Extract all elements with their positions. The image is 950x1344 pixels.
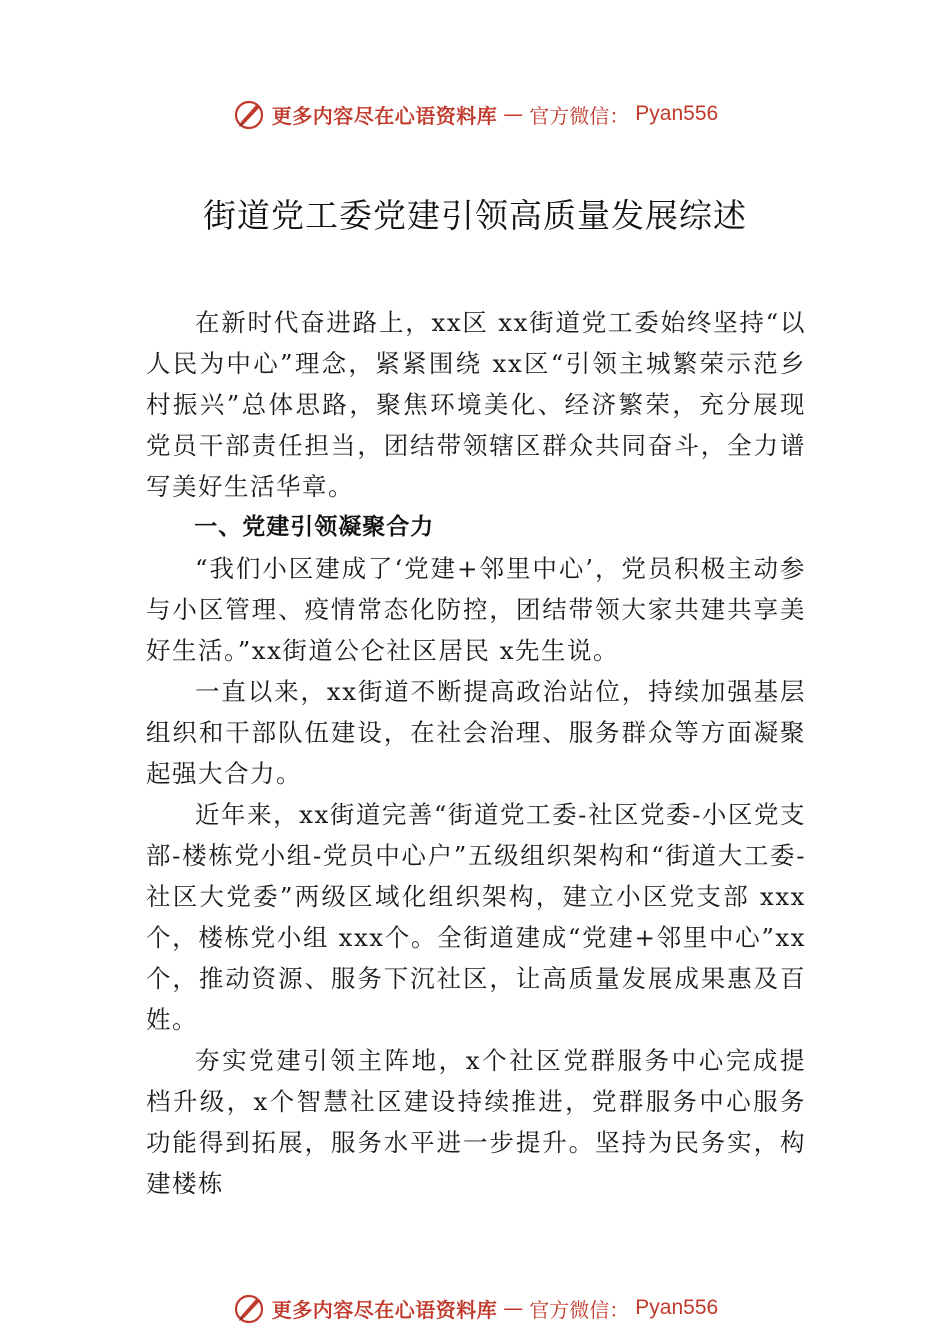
watermark-wechat-id: Pyan556 (635, 1296, 719, 1319)
watermark-separator: — (503, 102, 524, 126)
section-heading: 一、党建引领凝聚合力 (194, 514, 435, 540)
watermark-wechat-label: 官方微信： (529, 1297, 630, 1322)
watermark-site-text: 更多内容尽在心语资料库 (271, 103, 498, 128)
body-paragraph: 一直以来，xx街道不断提高政治站位，持续加强基层组织和干部队伍建设，在社会治理、服务群众等方面凝聚起强大合力。 (146, 677, 806, 788)
document-body (146, 302, 806, 1204)
body-paragraph: “我们小区建成了‘党建+邻里中心’，党员积极主动参与小区管理、疫情常态化防控，团结带领大家共建共享美好生活。”xx街道公仑社区居民 x先生说。 (146, 554, 806, 665)
watermark-banner-top (0, 94, 950, 134)
watermark-site-text: 更多内容尽在心语资料库 (271, 1297, 498, 1322)
watermark-wechat-id: Pyan556 (635, 102, 719, 125)
body-paragraph: 夯实党建引领主阵地，x个社区党群服务中心完成提档升级，x个智慧社区建设持续推进，党群服务中心服务功能得到拓展，服务水平进一步提升。坚持为民务实，构建楼栋 (146, 1046, 806, 1198)
body-paragraph: 近年来，xx街道完善“街道党工委-社区党委-小区党支部-楼栋党小组-党员中心户”五级组织架构和“街道大工委-社区大党委”两级区域化组织架构，建立小区党支部 xxx个，楼栋党小组 xxx个。全街道建成“党建+邻里中心”xx个，推动资源、服务下沉社区，让高质量发展成果惠及百姓。 (146, 800, 806, 1034)
document-title: 街道党工委党建引领高质量发展综述 (203, 196, 747, 235)
watermark-separator: — (503, 1296, 524, 1320)
watermark-wechat-label: 官方微信： (529, 103, 630, 128)
pen-logo-icon (232, 97, 266, 131)
watermark-banner-bottom (0, 1288, 950, 1328)
pen-logo-icon (232, 1291, 266, 1325)
intro-paragraph: 在新时代奋进路上，xx区 xx街道党工委始终坚持“以人民为中心”理念，紧紧围绕 xx区“引领主城繁荣示范乡村振兴”总体思路，聚焦环境美化、经济繁荣，充分展现党员干部责任担当，团结带领辖区群众共同奋斗，全力谱写美好生活华章。 (146, 308, 806, 501)
